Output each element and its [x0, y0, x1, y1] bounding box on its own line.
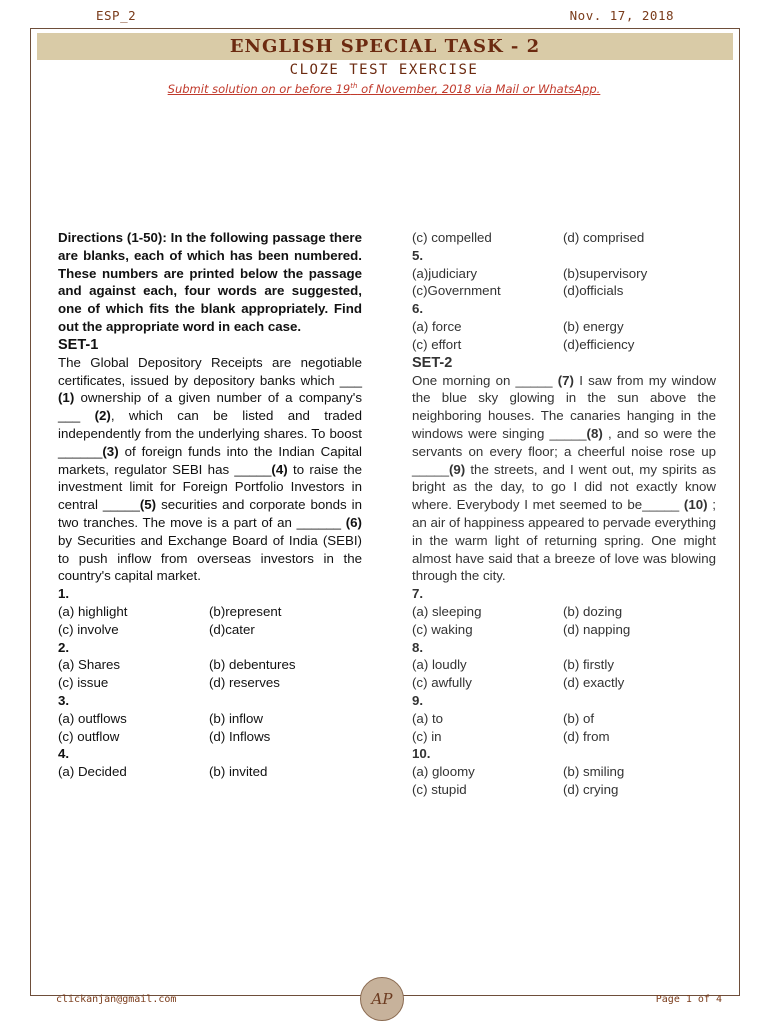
answer-option: (c) in — [412, 728, 442, 744]
blank-number: (9) — [448, 461, 466, 477]
question-number: 4. — [58, 746, 70, 762]
question-number: 10. — [412, 746, 431, 762]
answer-options — [58, 763, 362, 781]
answer-option: (a) loudly — [412, 657, 467, 673]
answer-options — [412, 710, 716, 746]
passage-text: by Securities and Exchange Board of India (SEBI) to push inflow from overseas investors in the country's capital market. — [58, 532, 362, 584]
answer-option: (b) smiling — [563, 764, 625, 780]
answer-option: (b) invited — [209, 764, 268, 780]
answer-options — [412, 763, 716, 799]
answer-options — [412, 318, 716, 354]
deadline-text-pre: Submit solution on or before 19 — [167, 82, 351, 96]
answer-option: (b) debentures — [209, 657, 296, 673]
answer-option: (b) of — [563, 710, 595, 726]
deadline-text-post: of November, 2018 via Mail or WhatsApp. — [357, 82, 601, 96]
answer-option: (c)Government — [412, 283, 501, 299]
passage-text: ownership of a given number of a company's ___ — [58, 390, 362, 424]
answer-options — [412, 656, 716, 692]
answer-option: (c) awfully — [412, 675, 472, 691]
answer-option: (d) from — [563, 728, 610, 744]
answer-option: (a) sleeping — [412, 603, 482, 619]
answer-option: (d) reserves — [209, 675, 280, 691]
blank-number: (1) — [58, 390, 75, 406]
answer-option: (a) Decided — [58, 764, 127, 780]
question-number: 5. — [412, 247, 424, 263]
page-subtitle: CLOZE TEST EXERCISE — [289, 62, 479, 78]
answer-option: (b)supervisory — [563, 265, 648, 281]
page-number: Page 1 of 4 — [655, 994, 722, 1005]
answer-options — [412, 265, 716, 301]
answer-option: (b) firstly — [563, 657, 614, 673]
answer-option: (c) issue — [58, 675, 109, 691]
question-number: 6. — [412, 301, 424, 317]
blank-number: (5) — [139, 497, 157, 513]
publisher-seal-logo — [360, 977, 404, 1021]
question-4-options-continued — [412, 229, 716, 247]
answer-option: (c) waking — [412, 621, 473, 637]
blank-number: (10) — [683, 497, 708, 513]
deadline-superscript: th — [350, 82, 358, 91]
option: (d) comprised — [563, 230, 645, 245]
document-code: ESP_2 — [96, 8, 137, 23]
passage-text: One morning on _____ — [412, 372, 558, 388]
left-column — [58, 229, 362, 781]
answer-options — [58, 603, 362, 639]
footer-email: clickanjan@gmail.com — [56, 994, 177, 1005]
question-number: 9. — [412, 692, 424, 708]
answer-option: (d) exactly — [563, 675, 625, 691]
passage-text: The Global Depository Receipts are negotiable certificates, issued by depository banks which ___ — [58, 354, 362, 388]
blank-number: (3) — [102, 443, 119, 459]
answer-option: (c) stupid — [412, 781, 467, 797]
answer-option: (a) highlight — [58, 603, 128, 619]
answer-options — [412, 603, 716, 639]
set-2-passage — [412, 372, 716, 586]
answer-option: (d) crying — [563, 781, 619, 797]
answer-option: (d)cater — [209, 621, 255, 637]
passage-text: , which can be listed and traded independently from the underlying shares. To boost ______ — [58, 408, 362, 459]
question-number: 2. — [58, 639, 70, 655]
option: (c) compelled — [412, 230, 492, 245]
blank-number: (6) — [345, 514, 362, 530]
passage-text: I saw from my window the blue sky glowing in the sun above the neighboring houses. The canaries hanging in the windows were singing _____ — [412, 372, 716, 441]
answer-options — [58, 710, 362, 746]
blank-number: (4) — [271, 461, 288, 477]
answer-option: (c) outflow — [58, 728, 120, 744]
question-number: 3. — [58, 692, 70, 708]
right-column — [412, 229, 716, 799]
answer-option: (d) Inflows — [209, 728, 271, 744]
answer-option: (a) Shares — [58, 657, 121, 673]
set-2-heading: SET-2 — [412, 354, 453, 371]
answer-option: (b) dozing — [563, 603, 623, 619]
passage-text: ; an air of happiness appeared to pervade everything in the warm light of returning spring. One might almost have said that a breeze of love was blowing through the city. — [412, 497, 716, 584]
question-number: 1. — [58, 586, 70, 602]
set-1-questions-continued — [412, 247, 716, 354]
document-date: Nov. 17, 2018 — [569, 8, 674, 23]
title-band — [37, 33, 733, 60]
set-1-questions — [58, 585, 362, 781]
answer-option: (c) involve — [58, 621, 119, 637]
set-2-questions — [412, 585, 716, 799]
answer-option: (a) outflows — [58, 710, 127, 726]
answer-option: (d) napping — [563, 621, 631, 637]
submission-deadline — [0, 82, 768, 96]
question-number: 7. — [412, 586, 424, 602]
answer-option: (d)efficiency — [563, 336, 635, 352]
passage-text: the streets, and I went out, my spirits as bright as the day, to go I did not exactly know where. Everybody I met seemed to be_____ — [412, 461, 716, 513]
page-title: ENGLISH SPECIAL TASK - 2 — [229, 36, 541, 57]
blank-number: (8) — [586, 425, 603, 441]
answer-option: (b)represent — [209, 603, 282, 619]
answer-options — [58, 656, 362, 692]
blank-number: (7) — [557, 372, 574, 388]
answer-option: (c) effort — [412, 336, 462, 352]
passage-text: , and so were the servants on every floor; a cheerful noise rose up _____ — [412, 425, 716, 477]
answer-option: (a) force — [412, 318, 462, 334]
set-1-heading: SET-1 — [58, 336, 99, 353]
answer-option: (b) energy — [563, 318, 624, 334]
passage-text: to raise the investment limit for Foreign Portfolio Investors in central _____ — [58, 461, 363, 513]
directions: Directions (1-50): In the following passage there are blanks, each of which has been numbered. These numbers are printed below the passage and against each, four words are suggested, one of which fits the blank appropriately. Find out the appropriate word in each case. — [58, 230, 362, 334]
question-number: 8. — [412, 639, 424, 655]
answer-option: (a) gloomy — [412, 764, 475, 780]
passage-text: securities and corporate bonds in two tranches. The move is a part of an ______ — [58, 497, 362, 530]
seal-monogram: AP — [371, 990, 393, 1008]
blank-number: (2) — [94, 408, 111, 424]
set-1-passage — [58, 354, 362, 585]
answer-option: (a)judiciary — [412, 265, 478, 281]
answer-option: (b) inflow — [209, 710, 263, 726]
passage-text: of foreign funds into the Indian Capital markets, regulator SEBI has _____ — [58, 443, 362, 477]
answer-option: (a) to — [412, 710, 444, 726]
answer-option: (d)officials — [563, 283, 624, 299]
